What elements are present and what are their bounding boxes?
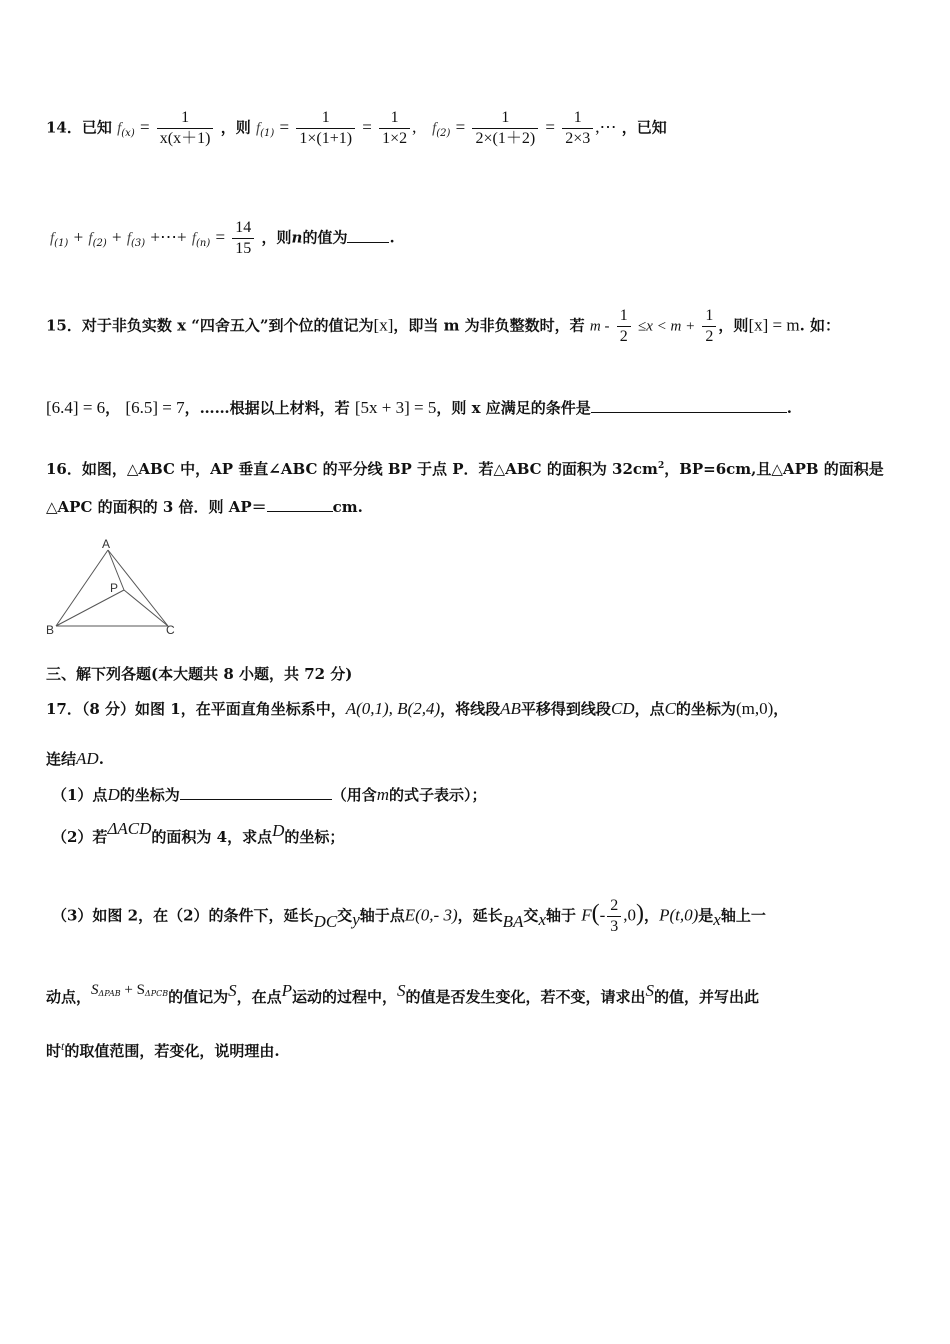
q15-line-1: 15．对于非负实数 x “四舍五入”到个位的值记为[x]，即当 m 为非负整数时，若 m - $\frac{1}{2}$ ≤x < m + $\frac{1}{2}$ ，则[x] = m. 如： <box>46 307 841 345</box>
q15-answer-blank <box>591 398 787 413</box>
q14-line-1: 14．已知 $f_{(x)}$ = $\frac{1}{x(x+1)}$ ，则 $f_{(1)}$ = $\frac{1}{1\times(1+1)}$ = $\frac{1}{1\times 2}$ , $f_{(2)}$ = $\frac{1}{2\times(1+2)}$ = $\frac{1}{2\times 3}$ ,⋯ ，已知 <box>46 109 667 147</box>
label-b: B <box>46 623 55 637</box>
label-a: A <box>102 537 111 551</box>
q17-part1-blank <box>180 785 332 800</box>
q17-line-5: 时$^t$的取值范围，若变化，说明理由. <box>46 1039 280 1060</box>
q14-def-fraction: $\frac{1}{x(x+1)}$ <box>157 108 214 149</box>
q17-line-1: 17．（8 分）如图 1，在平面直角坐标系中，A(0,1), B(2,4)，将线段AB平移得到线段CD，点C的坐标为(m,0)， <box>46 699 789 718</box>
q16-answer-blank <box>267 497 333 512</box>
q15-half-fraction-1: $\frac{1}{2}$ <box>617 306 631 347</box>
q16-line-2: △APC 的面积的 3 倍．则 AP＝ cm. <box>46 498 363 516</box>
q14-sum-fraction: $\frac{14}{15}$ <box>232 218 254 259</box>
q17-part-2: （2）若ΔACD的面积为 4，求点D的坐标； <box>52 819 345 846</box>
segment-pc <box>124 590 168 626</box>
label-p: P <box>110 581 119 595</box>
label-c: C <box>166 623 175 637</box>
q15-half-fraction-2: $\frac{1}{2}$ <box>702 306 716 347</box>
q14-f1b-fraction: $\frac{1}{1\times 2}$ <box>379 108 410 149</box>
q16-line-1: 16．如图，△ABC 中，AP 垂直∠ABC 的平分线 BP 于点 P．若△ABC 的面积为 $32cm^2$，BP=6cm,且△APB 的面积是 <box>46 460 884 478</box>
q14-line-2: $f_{(1)} + f_{(2)} + f_{(3)}$ +⋯+ $f_{(n)}$ = $\frac{14}{15}$ ，则n的值为 . <box>50 219 395 257</box>
edge-ab <box>56 550 108 626</box>
q14-answer-blank <box>347 228 389 243</box>
q14-f1-fraction: $\frac{1}{1\times(1+1)}$ <box>296 108 355 149</box>
q17-line-2: 连结AD. <box>46 749 104 768</box>
q17-line-4: 动点，$S^{\Delta PAB} + S^{\Delta PCB}$的值记为S，在点P运动的过程中，S的值是否发生变化，若不变，请求出S的值，并写出此 <box>46 981 760 1006</box>
q14-f: f <box>117 120 122 137</box>
q17-f-fraction: $\frac{2}{3}$ <box>607 896 621 937</box>
q17-part-3: （3）如图 2，在（2）的条件下，延长DC交y轴于点E(0,- 3)，延长BA交x轴于 F(- $\frac{2}{3}$ ,0)，P(t,0)是x轴上一 <box>52 897 766 935</box>
segment-bp <box>56 590 124 626</box>
q14-f2-fraction: $\frac{1}{2\times(1+2)}$ <box>472 108 538 149</box>
section-3-title: 三、解下列各题(本大题共 8 小题，共 72 分) <box>46 665 353 683</box>
q17-part-1: （1）点D的坐标为 （用含m的式子表示）； <box>52 785 487 804</box>
triangle-figure <box>44 536 184 638</box>
q14-number: 14．已知 <box>46 118 112 137</box>
q15-line-2: [6.4] = 6， [6.5] = 7，……根据以上材料，若 [5x + 3] = 5，则 x 应满足的条件是 . <box>46 398 792 417</box>
q14-f2b-fraction: $\frac{1}{2\times 3}$ <box>562 108 593 149</box>
